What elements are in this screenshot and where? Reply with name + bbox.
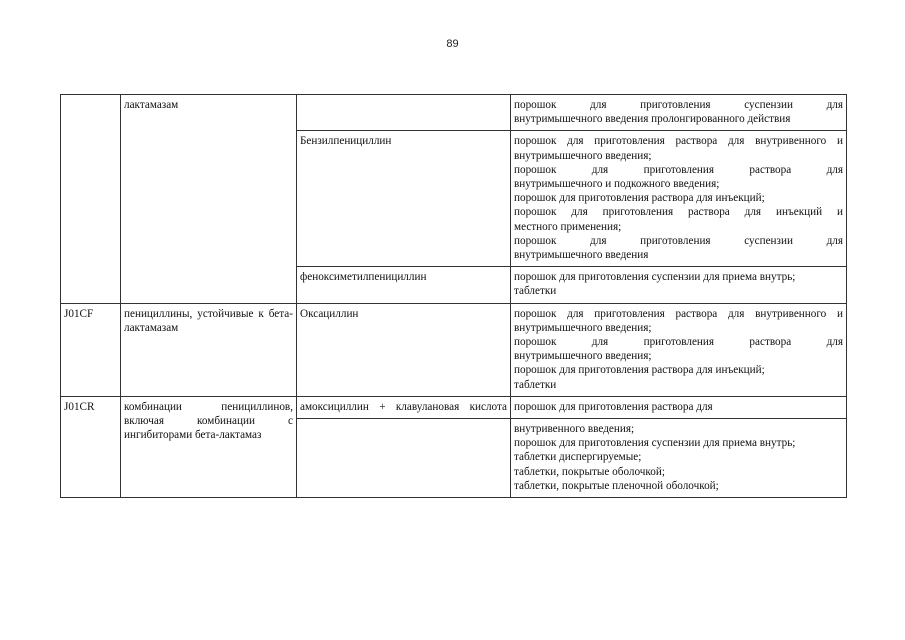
dosage-form-line: внутримышечного введения; bbox=[514, 350, 652, 363]
atc-group-cell: пенициллины, устойчивые к бета-лактамазам bbox=[121, 303, 297, 396]
atc-code-cell bbox=[61, 95, 121, 304]
dosage-form-line: внутримышечного и подкожного введения; bbox=[514, 178, 720, 191]
dosage-form-line: таблетки bbox=[514, 378, 557, 391]
table-row bbox=[61, 396, 847, 418]
dosage-form-line: таблетки диспергируемые; bbox=[514, 451, 642, 464]
dosage-form-line: внутримышечного введения пролонгированного действия bbox=[514, 113, 791, 126]
dosage-form-line: таблетки, покрытые оболочкой; bbox=[514, 465, 665, 478]
dosage-form-line: порошок для приготовления суспензии для приема внутрь; bbox=[514, 271, 796, 284]
atc-group-cell: комбинации пенициллинов, включая комбинации с ингибиторами бета-лактамаз bbox=[121, 396, 297, 497]
atc-group-cell: лактамазам bbox=[121, 95, 297, 304]
dosage-form-line: таблетки bbox=[514, 285, 557, 298]
dosage-forms-cell bbox=[511, 419, 847, 498]
drug-classification-table bbox=[60, 94, 847, 498]
dosage-forms-cell bbox=[511, 396, 847, 418]
dosage-forms-cell bbox=[511, 95, 847, 131]
dosage-form-line: порошок для приготовления суспензии для bbox=[514, 99, 843, 111]
dosage-form-line: внутримышечного введения bbox=[514, 249, 649, 262]
dosage-form-line: таблетки, покрытые пленочной оболочкой; bbox=[514, 479, 719, 492]
dosage-form-line: внутримышечного введения; bbox=[514, 149, 652, 162]
dosage-forms-cell bbox=[511, 131, 847, 267]
dosage-form-line: порошок для приготовления раствора для bbox=[514, 336, 843, 349]
table-row bbox=[61, 303, 847, 396]
atc-code-cell: J01CF bbox=[61, 303, 121, 396]
dosage-form-line: местного применения; bbox=[514, 220, 622, 233]
dosage-form-line: порошок для приготовления раствора для инъекций; bbox=[514, 364, 765, 377]
dosage-form-line: порошок для приготовления раствора для bbox=[514, 163, 843, 176]
dosage-form-line: порошок для приготовления раствора для внутривенного и bbox=[514, 307, 843, 320]
dosage-form-line: порошок для приготовления раствора для инъекций и bbox=[514, 206, 843, 219]
dosage-forms-cell bbox=[511, 303, 847, 396]
table-row bbox=[61, 95, 847, 131]
atc-code-cell: J01CR bbox=[61, 396, 121, 497]
drug-name-cell: Оксациллин bbox=[297, 303, 511, 396]
dosage-form-line: порошок для приготовления раствора для внутривенного и bbox=[514, 135, 843, 148]
drug-name-cell: феноксиметилпенициллин bbox=[297, 267, 511, 303]
dosage-form-line: порошок для приготовления раствора для bbox=[514, 400, 713, 413]
page-number: 89 bbox=[446, 38, 459, 50]
drug-name-cell: Бензилпенициллин bbox=[297, 131, 511, 267]
dosage-form-line: порошок для приготовления суспензии для приема внутрь; bbox=[514, 437, 796, 450]
drug-name-cell bbox=[297, 419, 511, 498]
dosage-forms-cell bbox=[511, 267, 847, 303]
drug-name-cell: амоксициллин + клавулановая кислота bbox=[297, 396, 511, 418]
dosage-form-line: внутривенного введения; bbox=[514, 423, 635, 436]
dosage-form-line: порошок для приготовления раствора для инъекций; bbox=[514, 192, 765, 205]
drug-name-cell bbox=[297, 95, 511, 131]
dosage-form-line: порошок для приготовления суспензии для bbox=[514, 234, 843, 247]
dosage-form-line: внутримышечного введения; bbox=[514, 321, 652, 334]
